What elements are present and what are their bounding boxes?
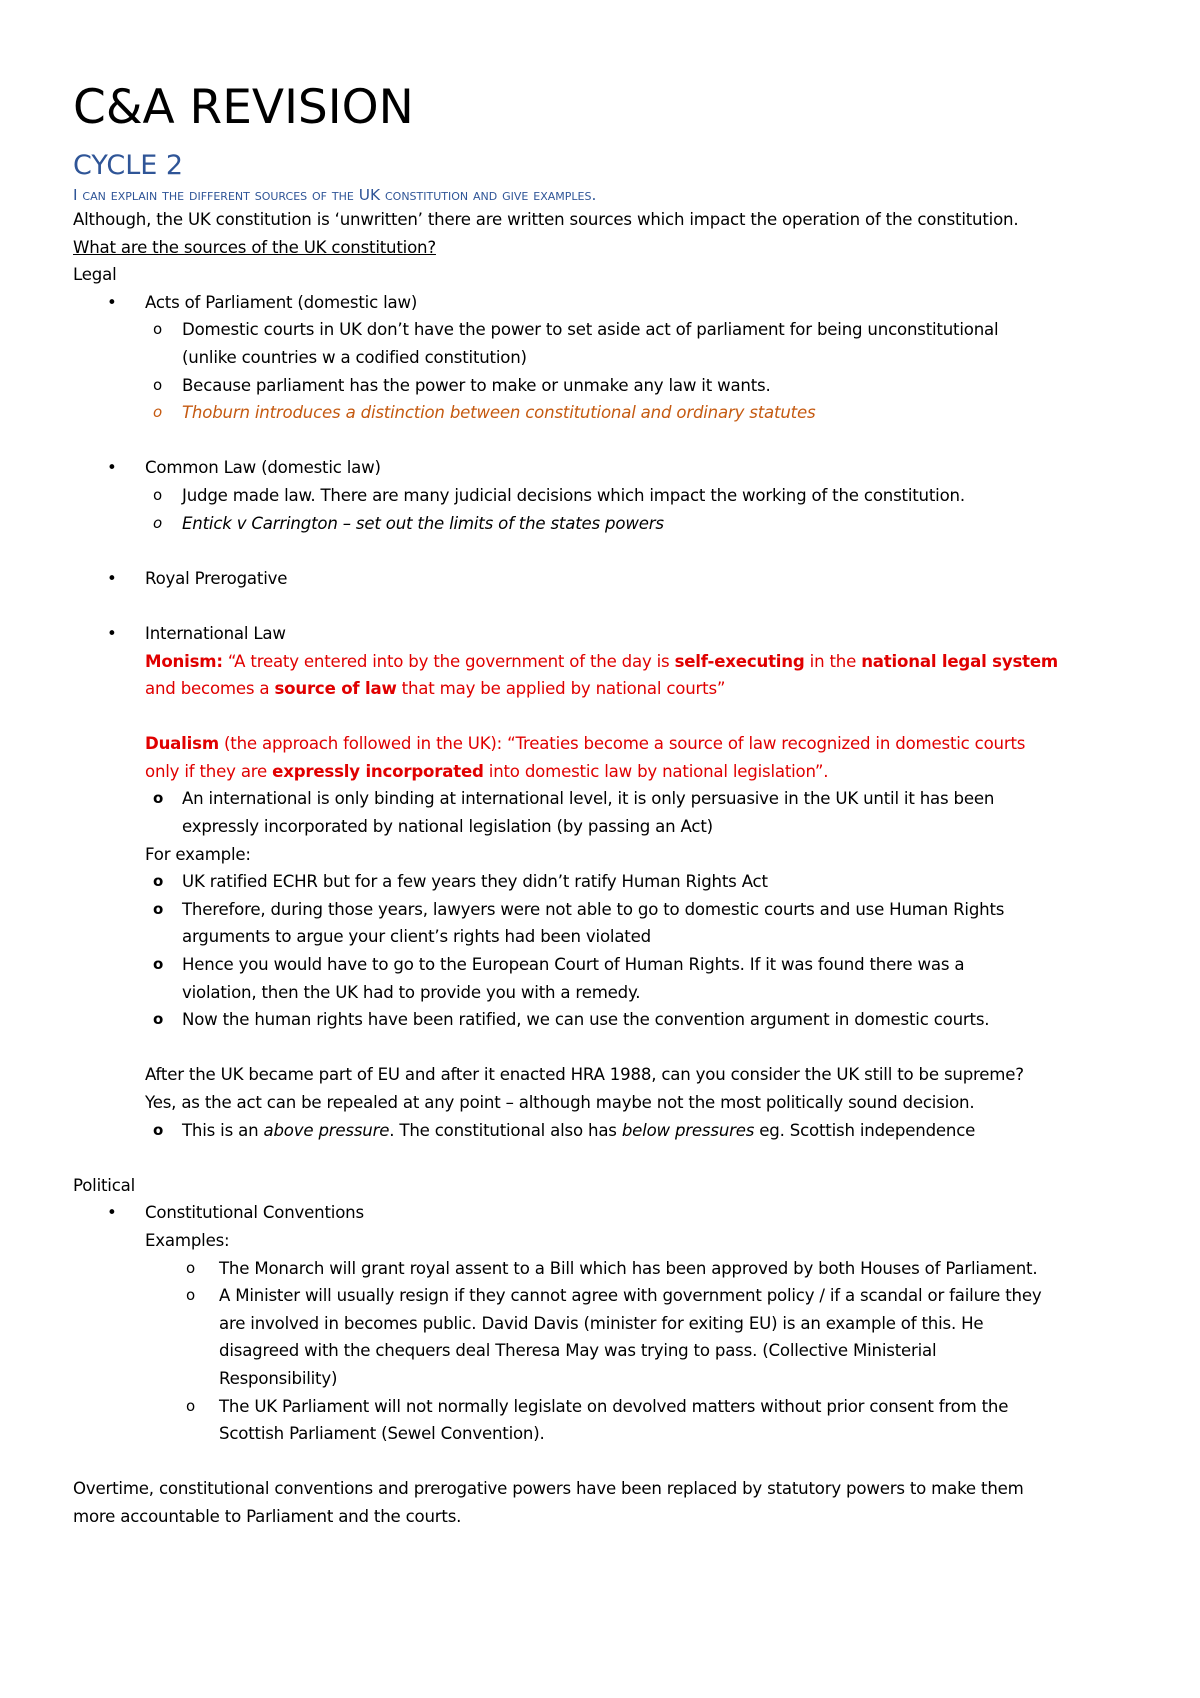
monism-definition: Monism: “A treaty entered into by the government of the day is self-executing in the national legal system (145, 651, 1059, 671)
entick-case-note: o Entick v Carrington – set out the limits of the states powers (73, 510, 1133, 538)
spacer (73, 537, 1133, 565)
bullet-international-law: • International Law (73, 620, 1133, 648)
sources-question: What are the sources of the UK constitution? (73, 237, 436, 257)
list-item-continuation: violation, then the UK had to provide you with a remedy. (182, 982, 641, 1002)
pressures-note: o This is an above pressure. The constitutional also has below pressures eg. Scottish independence (73, 1117, 1133, 1145)
list-item: o Hence you would have to go to the European Court of Human Rights. If it was found there was a (73, 951, 1133, 979)
page-title: C&A REVISION (73, 80, 414, 135)
intro-text: Although, the UK constitution is ‘unwritten’ there are written sources which impact the operation of the constitution. (73, 210, 1019, 229)
list-item-continuation: (unlike countries w a codified constitution) (182, 347, 527, 367)
list-item-continuation: are involved in becomes public. David Davis (minister for exiting EU) is an example of this. He (219, 1313, 984, 1333)
closing-paragraph: Overtime, constitutional conventions and prerogative powers have been replaced by statutory powers to make them (73, 1479, 1024, 1499)
legal-heading: Legal (73, 265, 117, 285)
political-heading: Political (73, 1175, 136, 1195)
bullet-acts-of-parliament: • Acts of Parliament (domestic law) (73, 289, 1133, 317)
list-item-continuation: Scottish Parliament (Sewel Convention). (219, 1424, 545, 1444)
cycle-heading: CYCLE 2 (73, 150, 184, 181)
spacer (73, 1144, 1133, 1172)
for-example-label: For example: (145, 844, 251, 864)
objective-subheading: I can explain the different sources of the UK constitution and give examples. (73, 186, 597, 204)
list-item-continuation: arguments to argue your client’s rights had been violated (182, 927, 651, 947)
list-item-continuation: Responsibility) (219, 1368, 338, 1388)
list-item: o Because parliament has the power to make or unmake any law it wants. (73, 372, 1133, 400)
bullet-constitutional-conventions: • Constitutional Conventions (73, 1199, 1133, 1227)
monism-label: Monism: (145, 651, 223, 671)
bullet-common-law: • Common Law (domestic law) (73, 454, 1133, 482)
document-body (73, 78, 1133, 1531)
spacer (73, 1448, 1133, 1476)
spacer (73, 592, 1133, 620)
dualism-definition: Dualism (the approach followed in the UK): “Treaties become a source of law recognized in domestic courts (145, 734, 1026, 754)
spacer (73, 427, 1133, 455)
list-item: o Now the human rights have been ratified, we can use the convention argument in domestic courts. (73, 1006, 1133, 1034)
thoburn-note: o Thoburn introduces a distinction between constitutional and ordinary statutes (73, 399, 1133, 427)
list-item: o A Minister will usually resign if they cannot agree with government policy / if a scandal or failure they (73, 1282, 1133, 1310)
list-item-continuation: disagreed with the chequers deal Theresa May was trying to pass. (Collective Ministerial (219, 1341, 937, 1361)
supremacy-answer: Yes, as the act can be repealed at any point – although maybe not the most politically sound decision. (145, 1093, 975, 1112)
monism-definition-continued: and becomes a source of law that may be applied by national courts” (145, 679, 726, 699)
list-item: o An international is only binding at international level, it is only persuasive in the UK until it has been (73, 785, 1133, 813)
spacer (73, 1034, 1133, 1062)
list-item: o The Monarch will grant royal assent to a Bill which has been approved by both Houses of Parliament. (73, 1255, 1133, 1283)
closing-paragraph-continued: more accountable to Parliament and the courts. (73, 1506, 462, 1526)
supremacy-question: After the UK became part of EU and after it enacted HRA 1988, can you consider the UK still to be supreme? (145, 1065, 1024, 1085)
list-item: o Judge made law. There are many judicial decisions which impact the working of the constitution. (73, 482, 1133, 510)
bullet-royal-prerogative: • Royal Prerogative (73, 565, 1133, 593)
list-item: o Therefore, during those years, lawyers were not able to go to domestic courts and use Human Rights (73, 896, 1133, 924)
list-item: o The UK Parliament will not normally legislate on devolved matters without prior consent from the (73, 1393, 1133, 1421)
list-item-continuation: expressly incorporated by national legislation (by passing an Act) (182, 817, 713, 837)
spacer (73, 703, 1133, 731)
examples-label: Examples: (145, 1230, 230, 1250)
list-item: o Domestic courts in UK don’t have the power to set aside act of parliament for being unconstitutional (73, 316, 1133, 344)
dualism-label: Dualism (145, 734, 219, 754)
list-item: o UK ratified ECHR but for a few years they didn’t ratify Human Rights Act (73, 868, 1133, 896)
dualism-definition-continued: only if they are expressly incorporated into domestic law by national legislation”. (145, 761, 829, 781)
